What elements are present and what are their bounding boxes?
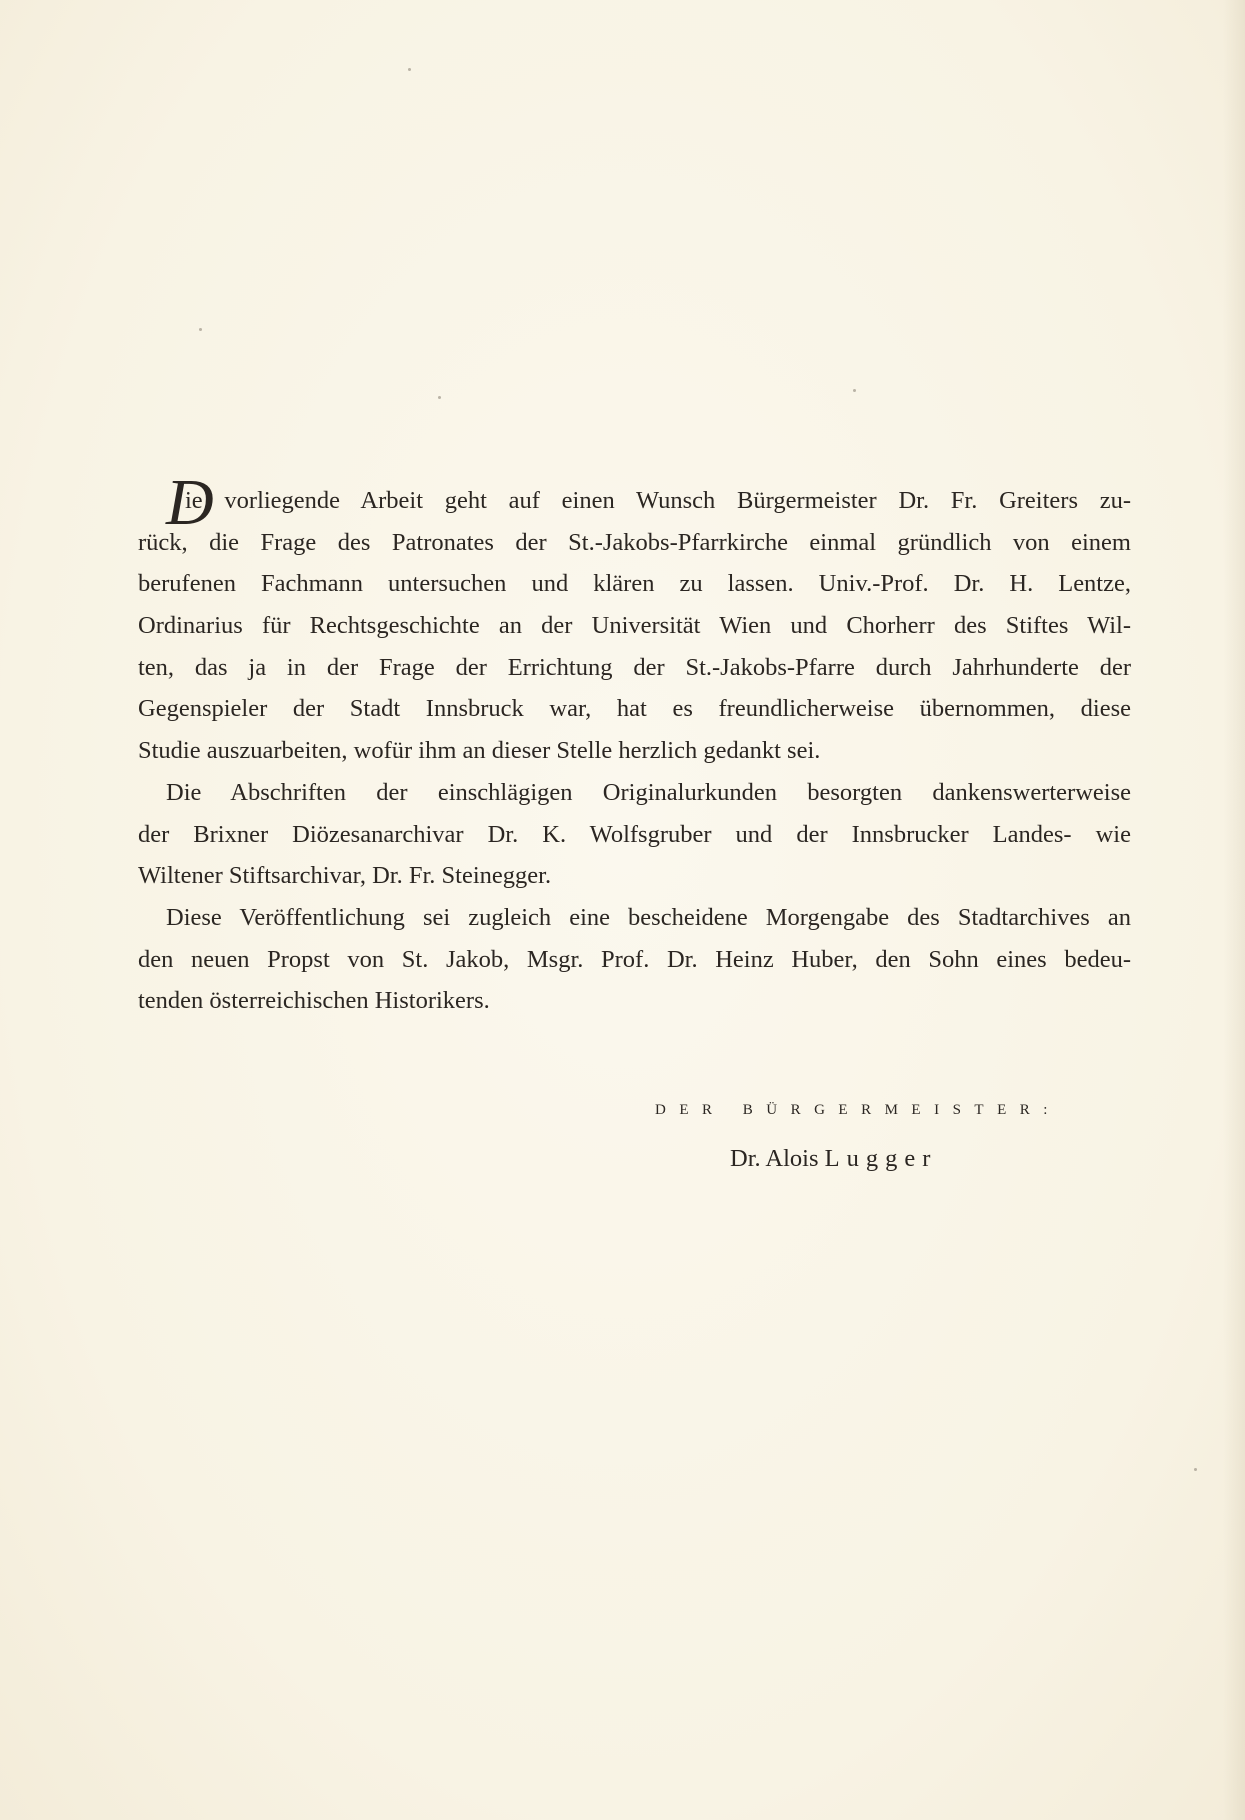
paper-speck [408, 68, 411, 71]
paragraph [138, 480, 1131, 772]
paragraph [138, 897, 1131, 1022]
text-line: berufenen Fachmann untersuchen und klären zu lassen. Univ.-Prof. Dr. H. Lentze, [138, 570, 1131, 598]
paper-speck [438, 396, 441, 399]
text-line: rück, die Frage des Patronates der St.-Jakobs-Pfarrkirche einmal gründlich von einem [138, 528, 1131, 556]
text-line: Wiltener Stiftsarchivar, Dr. Fr. Steinegger. [138, 862, 552, 890]
text-line: Studie auszuarbeiten, wofür ihm an dieser Stelle herzlich gedankt sei. [138, 737, 821, 765]
text-line: der Brixner Diözesanarchivar Dr. K. Wolfsgruber und der Innsbrucker Landes- wie [138, 820, 1131, 848]
paper-speck [199, 328, 202, 331]
paper-speck [1194, 1468, 1197, 1471]
drop-cap-initial: D [166, 466, 214, 539]
text-line: tenden österreichischen Historikers. [138, 987, 490, 1015]
signature-name-prefix: Dr. Alois [730, 1145, 825, 1172]
paragraph [138, 772, 1131, 897]
text-line: ten, das ja in der Frage der Errichtung der St.-Jakobs-Pfarre durch Jahrhunderte der [138, 653, 1131, 681]
body-text [138, 480, 1131, 1022]
signature-name [730, 1145, 937, 1173]
text-line: ie vorliegende Arbeit geht auf einen Wunsch Bürgermeister Dr. Fr. Greiters zu- [185, 487, 1131, 514]
text-line: den neuen Propst von St. Jakob, Msgr. Prof. Dr. Heinz Huber, den Sohn eines bedeu- [138, 945, 1131, 973]
text-line: Diese Veröffentlichung sei zugleich eine bescheidene Morgengabe des Stadtarchives an [166, 903, 1131, 931]
paper-speck [853, 389, 856, 392]
signature-surname: Lugger [824, 1145, 938, 1172]
page-edge-shadow [1223, 0, 1245, 1820]
signature-title: DER BÜRGERMEISTER: [655, 1102, 1061, 1118]
text-line: Ordinarius für Rechtsgeschichte an der Universität Wien und Chorherr des Stiftes Wil- [138, 612, 1131, 640]
text-line: Die Abschriften der einschlägigen Originalurkunden besorgten dankenswerterweise [166, 778, 1131, 806]
text-line: Gegenspieler der Stadt Innsbruck war, hat es freundlicherweise übernommen, diese [138, 695, 1131, 723]
